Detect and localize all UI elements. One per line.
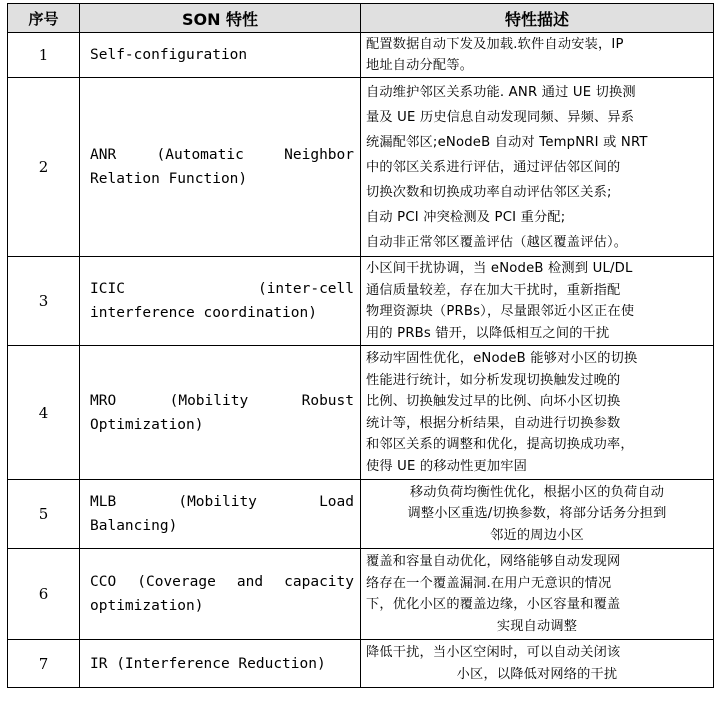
row-index: 5 xyxy=(8,480,80,549)
row-feature xyxy=(80,257,361,346)
feature-line: Relation Function) xyxy=(90,171,248,187)
description-line: 自动非正常邻区覆盖评估（越区覆盖评估）。 xyxy=(366,234,628,250)
description-line: 性能进行统计，如分析发现切换触发过晚的 xyxy=(366,372,621,388)
header-index: 序号 xyxy=(8,4,80,33)
header-feature-description: 特性描述 xyxy=(361,4,714,33)
feature-line: ICIC (inter-cell xyxy=(90,281,354,297)
row-feature xyxy=(80,346,361,480)
row-feature xyxy=(80,78,361,257)
description-line: 地址自动分配等。 xyxy=(366,58,474,73)
table-row xyxy=(8,549,714,640)
description-line: 使得 UE 的移动性更加牢固 xyxy=(366,458,528,474)
feature-line: Balancing) xyxy=(90,518,178,534)
row-index: 4 xyxy=(8,346,80,480)
description-line: 实现自动调整 xyxy=(496,618,578,634)
description-line: 覆盖和容量自动优化，网络能够自动发现网 xyxy=(366,554,621,569)
description-line: 下，优化小区的覆盖边缘，小区容量和覆盖 xyxy=(366,597,621,612)
row-feature xyxy=(80,640,361,688)
feature-line: MRO (Mobility Robust xyxy=(90,392,354,409)
table-row xyxy=(8,33,714,78)
row-description xyxy=(361,640,714,688)
description-line: 小区间干扰协调，当 eNodeB 检测到 UL/DL xyxy=(366,261,633,276)
description-line: 统计等，根据分析结果，自动进行切换参数 xyxy=(366,415,621,431)
row-description xyxy=(361,257,714,346)
feature-line: CCO (Coverage and capacity xyxy=(90,574,354,590)
row-description xyxy=(361,33,714,78)
row-description xyxy=(361,480,714,549)
description-line: 物理资源块（PRBs），尽量跟邻近小区正在使 xyxy=(366,304,635,319)
table-row xyxy=(8,640,714,688)
description-line: 和邻区关系的调整和优化，提高切换成功率， xyxy=(366,437,634,452)
description-line: 通信质量较差，存在加大干扰时，重新指配 xyxy=(366,282,621,298)
row-index: 7 xyxy=(8,640,80,688)
description-line: 络存在一个覆盖漏洞.在用户无意识的情况 xyxy=(366,575,612,591)
description-line: 调整小区重选/切换参数，将部分话务分担到 xyxy=(407,506,667,522)
description-line: 自动 PCI 冲突检测及 PCI 重分配; xyxy=(366,209,566,225)
table-row xyxy=(8,346,714,480)
header-son-feature: SON 特性 xyxy=(80,4,361,33)
feature-line: ANR (Automatic Neighbor xyxy=(90,147,354,163)
feature-line: interference coordination) xyxy=(90,305,317,321)
table-header-row xyxy=(8,4,714,33)
description-line: 统漏配邻区;eNodeB 自动对 TempNRI 或 NRT xyxy=(366,134,648,150)
description-line: 自动维护邻区关系功能. ANR 通过 UE 切换测 xyxy=(366,84,636,100)
feature-line: MLB (Mobility Load xyxy=(90,494,354,510)
description-line: 降低干扰，当小区空闲时，可以自动关闭该 xyxy=(366,645,621,660)
description-line: 配置数据自动下发及加载.软件自动安装，IP xyxy=(366,36,624,52)
feature-line: Optimization) xyxy=(90,416,204,433)
description-line: 量及 UE 历史信息自动发现同频、异频、异系 xyxy=(366,109,635,125)
row-feature xyxy=(80,549,361,640)
description-line: 用的 PRBs 错开，以降低相互之间的干扰 xyxy=(366,325,610,341)
table-row xyxy=(8,78,714,257)
description-line: 邻近的周边小区 xyxy=(490,527,584,543)
table-row xyxy=(8,257,714,346)
row-index: 1 xyxy=(8,33,80,78)
table-row xyxy=(8,480,714,549)
row-feature xyxy=(80,33,361,78)
feature-line: optimization) xyxy=(90,598,204,614)
description-line: 中的邻区关系进行评估，通过评估邻区间的 xyxy=(366,159,621,175)
description-line: 小区，以降低对网络的干扰 xyxy=(456,666,618,682)
son-feature-table xyxy=(7,3,714,688)
row-index: 6 xyxy=(8,549,80,640)
row-index: 3 xyxy=(8,257,80,346)
row-feature xyxy=(80,480,361,549)
feature-line: IR (Interference Reduction) xyxy=(90,655,326,672)
feature-line: Self-configuration xyxy=(90,47,248,63)
row-description xyxy=(361,78,714,257)
description-line: 切换次数和切换成功率自动评估邻区关系; xyxy=(366,184,612,200)
son-feature-table-container xyxy=(7,3,714,688)
row-description xyxy=(361,549,714,640)
description-line: 移动负荷均衡性优化，根据小区的负荷自动 xyxy=(409,484,665,500)
description-line: 比例、切换触发过早的比例、向坏小区切换 xyxy=(366,394,621,409)
row-description xyxy=(361,346,714,480)
description-line: 移动牢固性优化，eNodeB 能够对小区的切换 xyxy=(366,351,638,366)
row-index: 2 xyxy=(8,78,80,257)
